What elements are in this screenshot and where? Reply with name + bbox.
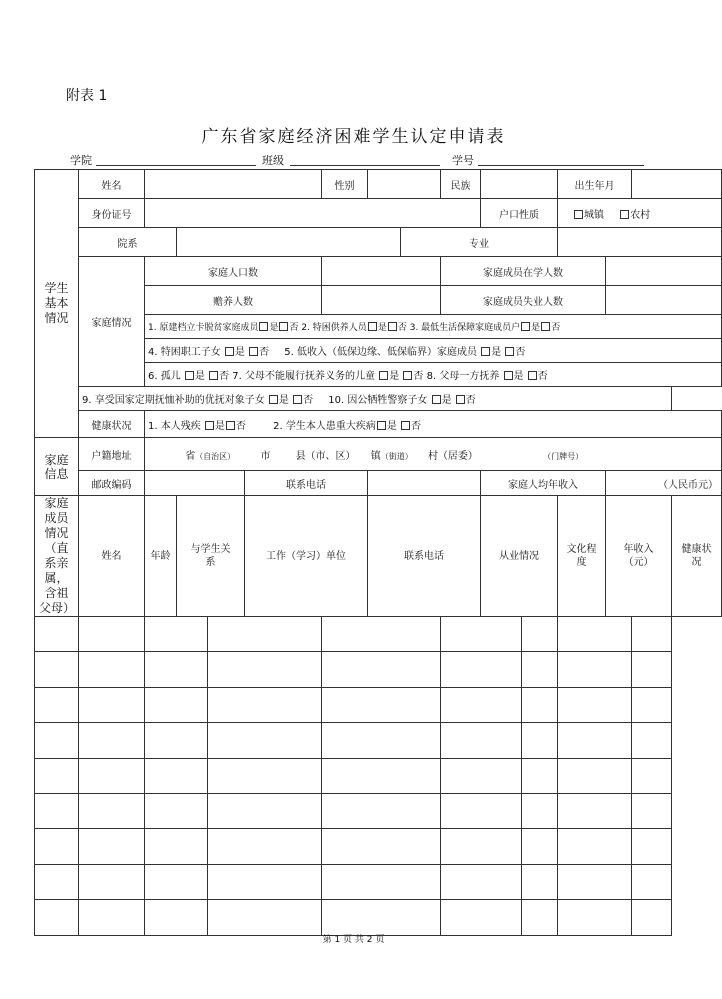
member-cell[interactable]: [632, 617, 672, 652]
member-cell[interactable]: [632, 758, 672, 793]
s9-yes-checkbox[interactable]: [269, 395, 278, 404]
member-cell[interactable]: [208, 687, 322, 722]
member-cell[interactable]: [441, 687, 522, 722]
h2-yes-checkbox[interactable]: [377, 421, 386, 430]
col-phone: 联系电话: [368, 496, 481, 617]
department-label: 院系: [79, 228, 177, 257]
member-cell[interactable]: [208, 723, 322, 758]
health-options: 1. 本人残疾 是 否 2. 学生本人患重大疾病 是 否: [145, 411, 722, 438]
member-cell[interactable]: [145, 758, 208, 793]
member-cell[interactable]: [35, 864, 79, 899]
member-cell[interactable]: [632, 687, 672, 722]
ethnicity-label: 民族: [441, 170, 481, 199]
member-cell[interactable]: [441, 900, 522, 935]
member-cell[interactable]: [208, 617, 322, 652]
rural-label: 农村: [630, 209, 651, 221]
member-row: [35, 900, 722, 935]
table-row: [35, 438, 722, 471]
population-field[interactable]: [322, 257, 441, 286]
member-cell[interactable]: [322, 793, 441, 828]
member-cell[interactable]: [522, 723, 558, 758]
birth-label: 出生年月: [558, 170, 632, 199]
table-row: [35, 228, 722, 257]
ethnicity-field[interactable]: [481, 170, 558, 199]
member-cell[interactable]: [145, 864, 208, 899]
table-row: [35, 170, 722, 199]
member-row: [35, 617, 722, 652]
member-cell[interactable]: [35, 617, 79, 652]
member-row: [35, 758, 722, 793]
member-cell[interactable]: [35, 758, 79, 793]
col-education: 文化程度: [558, 496, 606, 617]
member-cell[interactable]: [208, 793, 322, 828]
member-cell[interactable]: [145, 617, 208, 652]
annex-label: 附表 1: [66, 88, 108, 104]
page-footer: 第 1 页 共 2 页: [322, 935, 385, 945]
member-cell[interactable]: [208, 829, 322, 864]
member-cell[interactable]: [632, 864, 672, 899]
phone-label: 联系电话: [245, 471, 368, 496]
col-employment: 从业情况: [481, 496, 558, 617]
name-label: 姓名: [79, 170, 145, 199]
member-cell[interactable]: [208, 758, 322, 793]
member-cell[interactable]: [558, 652, 632, 687]
s6-yes-checkbox[interactable]: [185, 371, 194, 380]
dependents-field[interactable]: [322, 286, 441, 315]
class-field[interactable]: [290, 165, 440, 166]
gender-field[interactable]: [368, 170, 441, 199]
department-field[interactable]: [177, 228, 401, 257]
member-cell[interactable]: [632, 900, 672, 935]
member-cell[interactable]: [441, 864, 522, 899]
col-workplace: 工作（学习）单位: [245, 496, 368, 617]
member-cell[interactable]: [322, 864, 441, 899]
table-row: [35, 199, 722, 228]
table-row: [35, 496, 722, 617]
hukou-label: 户口性质: [481, 199, 558, 228]
major-field[interactable]: [558, 228, 722, 257]
member-cell[interactable]: [145, 793, 208, 828]
member-cell[interactable]: [208, 900, 322, 935]
member-cell[interactable]: [145, 723, 208, 758]
table-row: [35, 471, 722, 496]
member-cell[interactable]: [522, 864, 558, 899]
col-name: 姓名: [79, 496, 145, 617]
member-cell[interactable]: [441, 793, 522, 828]
member-cell[interactable]: [632, 652, 672, 687]
member-cell[interactable]: [632, 723, 672, 758]
urban-label: 城镇: [584, 209, 604, 221]
s2-no-checkbox[interactable]: [388, 322, 397, 331]
income-field[interactable]: （人民币元）: [606, 471, 722, 496]
member-cell[interactable]: [79, 900, 145, 935]
address-field[interactable]: 省（自治区） 市 县（市、区） 镇（街道） 村（居委） （门牌号）: [145, 438, 722, 471]
col-income: 年收入（元）: [606, 496, 672, 617]
s8-yes-checkbox[interactable]: [504, 371, 513, 380]
gender-label: 性别: [322, 170, 368, 199]
member-cell[interactable]: [322, 829, 441, 864]
col-relation: 与学生关系: [177, 496, 245, 617]
member-cell[interactable]: [522, 687, 558, 722]
s2-yes-checkbox[interactable]: [368, 322, 377, 331]
s10-yes-checkbox[interactable]: [432, 395, 441, 404]
id-card-label: 身份证号: [79, 199, 145, 228]
unemployed-field[interactable]: [606, 286, 722, 315]
form-title: 广东省家庭经济困难学生认定申请表: [201, 127, 506, 147]
col-age: 年龄: [145, 496, 177, 617]
member-cell[interactable]: [79, 687, 145, 722]
s1-yes-checkbox[interactable]: [259, 322, 268, 331]
h1-yes-checkbox[interactable]: [205, 421, 214, 430]
status-line-1: 1. 原建档立卡脱贫家庭成员 是 否 2. 特困供养人员 是 否 3. 最低生活保障家庭成员户 是 否: [145, 315, 722, 339]
address-label: 户籍地址: [79, 438, 145, 471]
member-cell[interactable]: [35, 793, 79, 828]
student-id-field[interactable]: [478, 165, 644, 166]
member-cell[interactable]: [208, 864, 322, 899]
s5-no-checkbox[interactable]: [505, 347, 514, 356]
member-cell[interactable]: [35, 829, 79, 864]
s7-yes-checkbox[interactable]: [379, 371, 388, 380]
member-row: [35, 793, 722, 828]
section-basic: 学生基本情况: [35, 170, 79, 438]
member-cell[interactable]: [322, 758, 441, 793]
s4-yes-checkbox[interactable]: [225, 347, 234, 356]
college-label: 学院: [70, 154, 92, 167]
member-cell[interactable]: [558, 864, 632, 899]
table-row: [35, 411, 722, 438]
member-cell[interactable]: [441, 652, 522, 687]
member-cell[interactable]: [441, 829, 522, 864]
member-cell[interactable]: [558, 829, 632, 864]
member-cell[interactable]: [322, 687, 441, 722]
s8-no-checkbox[interactable]: [528, 371, 537, 380]
member-cell[interactable]: [522, 793, 558, 828]
s3-yes-checkbox[interactable]: [521, 322, 530, 331]
s7-no-checkbox[interactable]: [403, 371, 412, 380]
s5-yes-checkbox[interactable]: [481, 347, 490, 356]
member-cell[interactable]: [79, 723, 145, 758]
member-cell[interactable]: [145, 900, 208, 935]
member-cell[interactable]: [322, 617, 441, 652]
phone-field[interactable]: [368, 471, 481, 496]
member-cell[interactable]: [208, 652, 322, 687]
id-card-field[interactable]: [145, 199, 481, 228]
member-cell[interactable]: [441, 617, 522, 652]
member-row: [35, 723, 722, 758]
member-row: [35, 652, 722, 687]
member-cell[interactable]: [522, 758, 558, 793]
status-line-2: 4. 特困职工子女 是 否 5. 低收入（低保边缘、低保临界）家庭成员 是 否: [145, 339, 722, 363]
member-cell[interactable]: [35, 687, 79, 722]
member-row: [35, 829, 722, 864]
member-cell[interactable]: [322, 900, 441, 935]
section-members: 家庭成员情况（直系亲属，含祖父母）: [35, 496, 79, 617]
h1-no-checkbox[interactable]: [226, 421, 235, 430]
h2-no-checkbox[interactable]: [401, 421, 410, 430]
in-school-label: 家庭成员在学人数: [441, 257, 606, 286]
postcode-field[interactable]: [145, 471, 245, 496]
member-cell[interactable]: [79, 793, 145, 828]
member-cell[interactable]: [441, 758, 522, 793]
member-cell[interactable]: [35, 652, 79, 687]
member-cell[interactable]: [322, 652, 441, 687]
status-line-3: 6. 孤儿 是 否 7. 父母不能履行抚养义务的儿童 是 否 8. 父母一方抚养 是 否: [145, 363, 722, 387]
member-cell[interactable]: [79, 829, 145, 864]
member-cell[interactable]: [79, 758, 145, 793]
student-id-label: 学号: [452, 154, 474, 167]
member-cell[interactable]: [79, 652, 145, 687]
application-table: [34, 169, 722, 936]
member-cell[interactable]: [522, 617, 558, 652]
s4-no-checkbox[interactable]: [249, 347, 258, 356]
table-row: [35, 257, 722, 286]
status-line-4: 9. 享受国家定期抚恤补助的优抚对象子女 是 否 10. 因公牺牲警察子女 是 否: [79, 387, 672, 411]
member-cell[interactable]: [35, 900, 79, 935]
member-cell[interactable]: [441, 723, 522, 758]
member-cell[interactable]: [522, 900, 558, 935]
member-cell[interactable]: [79, 617, 145, 652]
member-cell[interactable]: [522, 652, 558, 687]
member-cell[interactable]: [558, 617, 632, 652]
family-status-label: 家庭情况: [79, 257, 145, 387]
postcode-label: 邮政编码: [79, 471, 145, 496]
member-cell[interactable]: [35, 723, 79, 758]
col-health: 健康状况: [672, 496, 722, 617]
table-row: [35, 387, 722, 411]
member-cell[interactable]: [558, 758, 632, 793]
member-cell[interactable]: [79, 864, 145, 899]
member-cell[interactable]: [558, 723, 632, 758]
member-cell[interactable]: [145, 829, 208, 864]
unemployed-label: 家庭成员失业人数: [441, 286, 606, 315]
major-label: 专业: [401, 228, 558, 257]
section-family-info: 家庭信息: [35, 438, 79, 496]
member-cell[interactable]: [322, 723, 441, 758]
member-cell[interactable]: [632, 829, 672, 864]
s3-no-checkbox[interactable]: [541, 322, 550, 331]
rural-checkbox[interactable]: [620, 210, 629, 219]
s10-no-checkbox[interactable]: [456, 395, 465, 404]
member-cell[interactable]: [145, 687, 208, 722]
income-label: 家庭人均年收入: [481, 471, 606, 496]
dependents-label: 赡养人数: [145, 286, 322, 315]
urban-checkbox[interactable]: [574, 210, 583, 219]
s9-no-checkbox[interactable]: [293, 395, 302, 404]
member-row: [35, 687, 722, 722]
member-cell[interactable]: [522, 829, 558, 864]
college-field[interactable]: [96, 165, 256, 166]
hukou-options: [558, 199, 722, 228]
population-label: 家庭人口数: [145, 257, 322, 286]
member-cell[interactable]: [558, 687, 632, 722]
class-label: 班级: [262, 154, 284, 167]
member-cell[interactable]: [558, 793, 632, 828]
member-row: [35, 864, 722, 899]
in-school-field[interactable]: [606, 257, 722, 286]
s1-no-checkbox[interactable]: [279, 322, 288, 331]
member-cell[interactable]: [558, 900, 632, 935]
s6-no-checkbox[interactable]: [209, 371, 218, 380]
member-cell[interactable]: [145, 652, 208, 687]
name-field[interactable]: [145, 170, 322, 199]
member-cell[interactable]: [632, 793, 672, 828]
birth-field[interactable]: [632, 170, 722, 199]
health-label: 健康状况: [79, 411, 145, 438]
